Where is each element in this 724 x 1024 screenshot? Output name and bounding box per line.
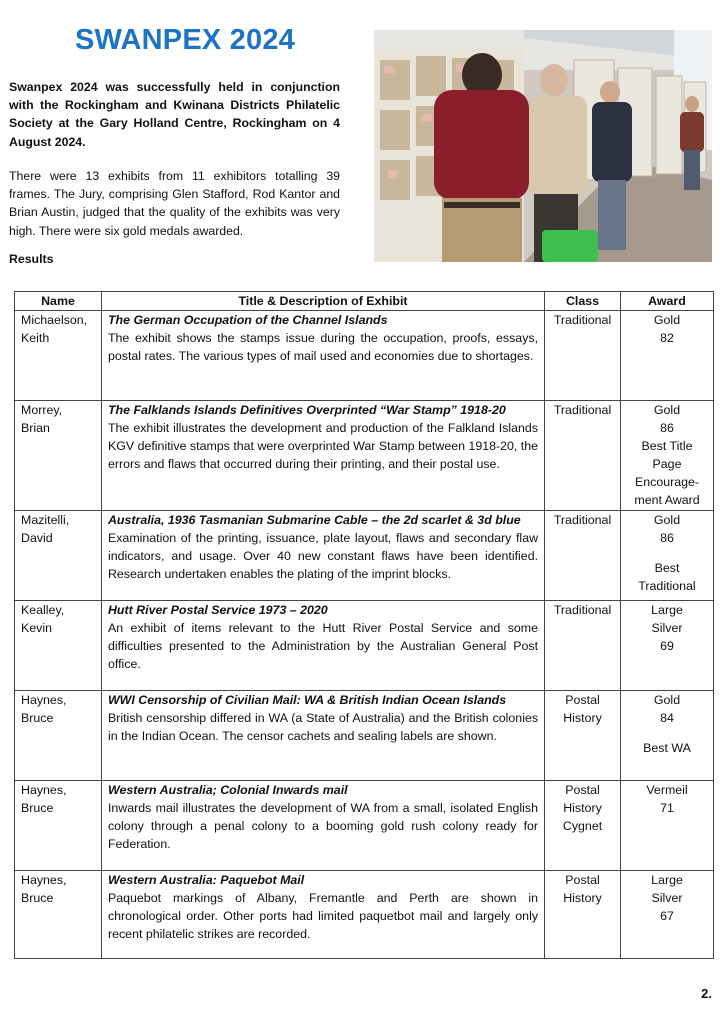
exhibit-award bbox=[621, 781, 714, 871]
header-award: Award bbox=[621, 292, 714, 311]
award-special: Best Traditional bbox=[638, 561, 696, 594]
award-medal: Large bbox=[651, 873, 683, 888]
table-row bbox=[15, 511, 714, 601]
exhibit-title: Western Australia: Paquebot Mail bbox=[107, 873, 305, 888]
exhibit-cell bbox=[101, 511, 544, 601]
award-points: 84 bbox=[660, 711, 674, 726]
exhibit-award bbox=[621, 871, 714, 959]
exhibit-description: An exhibit of items relevant to the Hutt River Postal Service and some difficulties presented to the Administration by the Australian General Post office. bbox=[107, 621, 539, 672]
award-medal-2: Silver bbox=[651, 621, 683, 636]
exhibit-cell bbox=[101, 601, 544, 691]
exhibit-award bbox=[621, 691, 714, 781]
class-line: Postal bbox=[565, 873, 600, 888]
table-row bbox=[15, 871, 714, 959]
exhibit-description: Examination of the printing, issuance, plate layout, flaws and secondary flaw indicators, and usage. Over 40 new constant flaws have been identified. Research undertaken enables the plating of the imprint blocks. bbox=[107, 531, 539, 582]
award-points: 71 bbox=[660, 801, 674, 816]
class-line-2: History bbox=[563, 891, 602, 906]
exhibit-title: The German Occupation of the Channel Islands bbox=[107, 313, 388, 327]
award-medal: Vermeil bbox=[646, 783, 688, 798]
exhibit-award bbox=[621, 511, 714, 601]
exhibit-cell bbox=[101, 691, 544, 781]
exhibit-class bbox=[545, 871, 621, 959]
exhibit-title: Hutt River Postal Service 1973 – 2020 bbox=[107, 603, 328, 618]
award-points: 69 bbox=[660, 639, 674, 654]
exhibit-cell bbox=[101, 401, 544, 511]
class-line-2: History bbox=[563, 711, 602, 726]
class-line: Traditional bbox=[553, 603, 612, 618]
intro-paragraph: Swanpex 2024 was successfully held in conjunction with the Rockingham and Kwinana Districts Philatelic Society at the Gary Holland Centre, Rockingham on 4 August 2024. bbox=[9, 80, 340, 149]
table-row bbox=[15, 601, 714, 691]
exhibitor-surname: Morrey, bbox=[21, 403, 63, 417]
exhibit-cell bbox=[101, 311, 544, 401]
award-points: 67 bbox=[660, 909, 674, 924]
exhibitor-name bbox=[15, 311, 102, 401]
award-points: 86 bbox=[660, 531, 674, 546]
exhibitor-firstname: Kevin bbox=[21, 621, 52, 636]
class-line: Traditional bbox=[553, 313, 612, 327]
class-line: Traditional bbox=[553, 513, 612, 528]
exhibitor-firstname: Keith bbox=[21, 330, 50, 345]
class-line: Postal bbox=[565, 783, 600, 798]
exhibit-award bbox=[621, 401, 714, 511]
award-medal: Large bbox=[651, 603, 683, 618]
exhibitor-firstname: David bbox=[21, 531, 53, 546]
exhibitor-name bbox=[15, 401, 102, 511]
exhibit-description: The exhibit shows the stamps issue during the occupation, proofs, essays, postal rates. The various types of mail used and economies due to shortages. bbox=[107, 330, 539, 363]
exhibitor-name bbox=[15, 601, 102, 691]
exhibitor-surname: Mazitelli, bbox=[21, 513, 70, 528]
exhibition-photo bbox=[374, 30, 712, 262]
award-medal: Gold bbox=[653, 693, 681, 708]
exhibit-class bbox=[545, 601, 621, 691]
exhibit-title: Western Australia; Colonial Inwards mail bbox=[107, 783, 348, 798]
table-header-row bbox=[15, 292, 714, 311]
exhibit-award bbox=[621, 311, 714, 401]
exhibit-class bbox=[545, 691, 621, 781]
header-name: Name bbox=[15, 292, 102, 311]
exhibitor-surname: Haynes, bbox=[21, 783, 67, 798]
table-row bbox=[15, 691, 714, 781]
exhibit-cell bbox=[101, 871, 544, 959]
exhibitor-name bbox=[15, 511, 102, 601]
award-special: Best WA bbox=[643, 741, 691, 756]
exhibit-title: The Falklands Islands Definitives Overprinted “War Stamp” 1918-20 bbox=[107, 403, 506, 417]
table-row bbox=[15, 781, 714, 871]
exhibitor-surname: Haynes, bbox=[21, 873, 67, 888]
exhibitor-surname: Haynes, bbox=[21, 693, 67, 708]
exhibitor-surname: Michaelson, bbox=[21, 313, 88, 327]
exhibit-class bbox=[545, 311, 621, 401]
exhibit-description: Paquebot markings of Albany, Fremantle and Perth are shown in chronological order. Other ports had limited paquetbot mail and largely only recent philatelic strikes are recorded. bbox=[107, 891, 539, 942]
exhibit-title: Australia, 1936 Tasmanian Submarine Cable – the 2d scarlet & 3d blue bbox=[107, 513, 521, 528]
exhibitor-name bbox=[15, 691, 102, 781]
exhibit-title: WWI Censorship of Civilian Mail: WA & British Indian Ocean Islands bbox=[107, 693, 507, 708]
class-line-2: History bbox=[563, 801, 602, 816]
exhibit-cell bbox=[101, 781, 544, 871]
results-table bbox=[14, 291, 714, 959]
exhibit-class bbox=[545, 781, 621, 871]
header-class: Class bbox=[545, 292, 621, 311]
award-points: 82 bbox=[660, 330, 674, 345]
exhibit-class bbox=[545, 511, 621, 601]
award-special-2: Encourage-ment Award bbox=[634, 474, 700, 507]
header-title: Title & Description of Exhibit bbox=[101, 292, 544, 311]
award-medal: Gold bbox=[653, 403, 681, 417]
award-medal-2: Silver bbox=[651, 891, 683, 906]
exhibit-description: The exhibit illustrates the development and production of the Falkland Islands KGV definitive stamps that were overprinted War Stamp between 1918-20, the errors and flaws that occurred during their printing, and their postal use. bbox=[107, 420, 539, 471]
exhibitor-firstname: Bruce bbox=[21, 801, 54, 816]
class-line: Postal bbox=[565, 693, 600, 708]
page-title: SWANPEX 2024 bbox=[75, 24, 295, 56]
class-line-3: Cygnet bbox=[562, 819, 603, 834]
exhibit-description: British censorship differed in WA (a State of Australia) and the British colonies in the Indian Ocean. The censor cachets and sealing labels are shown. bbox=[107, 711, 539, 744]
exhibitor-firstname: Bruce bbox=[21, 891, 54, 906]
exhibitor-firstname: Brian bbox=[21, 420, 50, 435]
exhibitor-firstname: Bruce bbox=[21, 711, 54, 726]
exhibit-award bbox=[621, 601, 714, 691]
page-number: 2. bbox=[701, 986, 712, 1001]
exhibitor-name bbox=[15, 871, 102, 959]
table-row bbox=[15, 311, 714, 401]
results-heading: Results bbox=[9, 252, 54, 266]
award-points: 86 bbox=[660, 420, 674, 435]
class-line: Traditional bbox=[553, 403, 612, 417]
award-medal: Gold bbox=[653, 313, 681, 327]
exhibit-class bbox=[545, 401, 621, 511]
table-row bbox=[15, 401, 714, 511]
award-medal: Gold bbox=[653, 513, 681, 528]
exhibit-description: Inwards mail illustrates the development of WA from a small, isolated English colony through a penal colony to a booming gold rush colony ready for Federation. bbox=[107, 801, 539, 852]
exhibitor-surname: Kealley, bbox=[21, 603, 65, 618]
award-special: Best Title Page bbox=[641, 438, 693, 471]
summary-paragraph: There were 13 exhibits from 11 exhibitors totalling 39 frames. The Jury, comprising Glen Stafford, Rod Kantor and Brian Austin, judged that the quality of the exhibits was very high. There were six gold medals awarded. bbox=[9, 169, 340, 238]
exhibitor-name bbox=[15, 781, 102, 871]
